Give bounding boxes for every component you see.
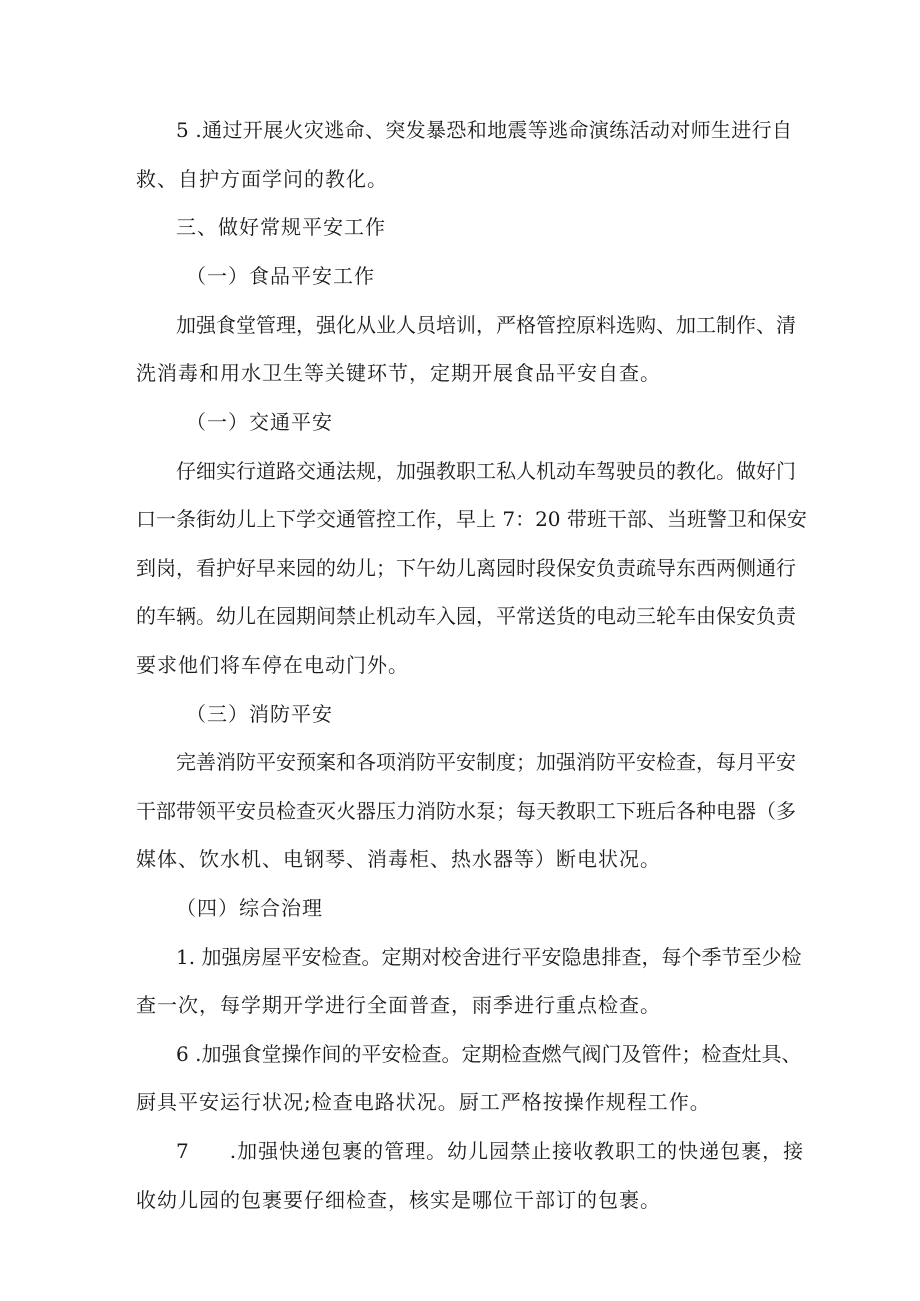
subsection-heading: （一）交通平安 [186, 410, 333, 434]
paragraph-line [176, 1139, 805, 1163]
paragraph-line: 5 .通过开展火灾逃命、突发暴恐和地震等逃命演练活动对师生进行自 [176, 118, 792, 142]
paragraph-line: 媒体、饮水机、电钢琴、消毒柜、热水器等）断电状况。 [136, 847, 661, 871]
paragraph-line: 查一次，每学期开学进行全面普查，雨季进行重点检查。 [136, 993, 661, 1017]
paragraph-line: 洗消毒和用水卫生等关键环节，定期开展食品平安自查。 [136, 361, 661, 385]
paragraph-line: 干部带领平安员检查灭火器压力消防水泵；每天教职工下班后各种电器（多 [136, 799, 796, 823]
paragraph-line: 收幼儿园的包裹要仔细检查，核实是哪位干部订的包裹。 [136, 1188, 661, 1212]
paragraph-line: 口一条街幼儿上下学交通管控工作，早上 7：20 带班干部、当班警卫和保安 [136, 507, 807, 531]
subsection-heading: （三）消防平安 [186, 702, 333, 726]
item-text: .加强快递包裹的管理。幼儿园禁止接收教职工的快递包裹，接 [229, 1139, 805, 1163]
subsection-heading: （一）食品平安工作 [186, 264, 375, 288]
paragraph-line: 救、自护方面学问的教化。 [136, 167, 388, 191]
paragraph-line: 加强食堂管理，强化从业人员培训，严格管控原料选购、加工制作、清 [176, 313, 796, 337]
paragraph-line: 1. 加强房屋平安检查。定期对校舍进行平安隐患排查，每个季节至少检 [176, 945, 802, 969]
paragraph-line: 要求他们将车停在电动门外。 [136, 653, 409, 677]
section-heading: 三、做好常规平安工作 [176, 215, 386, 239]
paragraph-line: 仔细实行道路交通法规，加强教职工私人机动车驾驶员的教化。做好门 [176, 459, 796, 483]
item-number: 7 [176, 1139, 190, 1163]
paragraph-line: 6 .加强食堂操作间的平安检查。定期检查燃气阀门及管件；检查灶具、 [176, 1042, 802, 1066]
paragraph-line: 到岗，看护好早来园的幼儿；下午幼儿离园时段保安负责疏导东西两侧通行 [136, 556, 796, 580]
paragraph-line: 厨具平安运行状况;检查电路状况。厨工严格按操作规程工作。 [136, 1090, 711, 1114]
paragraph-line: 完善消防平安预案和各项消防平安制度；加强消防平安检查，每月平安 [176, 750, 796, 774]
paragraph-line: 的车辆。幼儿在园期间禁止机动车入园，平常送货的电动三轮车由保安负责 [136, 604, 796, 628]
subsection-heading: （四）综合治理 [176, 896, 323, 920]
